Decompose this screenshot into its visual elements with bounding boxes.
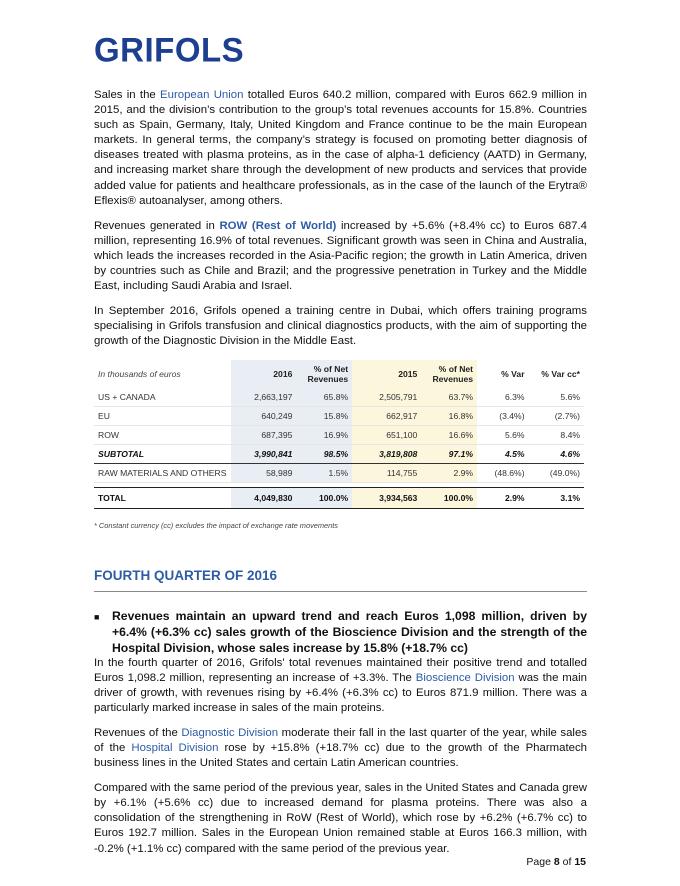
text: Revenues generated in <box>94 219 220 232</box>
cell: ROW <box>94 425 231 444</box>
col-header-var-cc: % Var cc* <box>541 368 580 379</box>
cell: 4.6% <box>529 444 584 463</box>
cell: US + CANADA <box>94 388 231 407</box>
cell: 651,100 <box>352 425 421 444</box>
table-header-row <box>94 360 584 388</box>
cell: 3.1% <box>529 487 584 508</box>
text: Page <box>526 856 554 868</box>
paragraph-eu-sales <box>94 88 587 209</box>
col-header-2015: 2015 <box>352 360 421 388</box>
text: was the main driver of growth, with revenues rising by +6.4% (+6.3% cc) to Euros 871.9 million. There was a particularly marked increase in sales of the main proteins. <box>94 671 587 714</box>
cell: 98.5% <box>296 444 352 463</box>
cell: 4,049,830 <box>231 487 296 508</box>
cell: (48.6%) <box>477 463 529 482</box>
cell: 2,505,791 <box>352 388 421 407</box>
cell: 5.6% <box>529 388 584 407</box>
table-row <box>94 406 584 425</box>
paragraph-regional-q4: Compared with the same period of the previous year, sales in the United States and Canada grew by +6.1% (+5.6% cc) due to increased demand for plasma proteins. There was also a consolidation of the strengthening in RoW (Rest of World), which rose by +6.2% (+6.7% cc) to Euros 192.7 million. Sales in the European Union remained stable at Euros 166.3 million, with -0.2% (+1.1% cc) compared with the same period of the previous year. <box>94 782 587 855</box>
bullet-square-icon: ■ <box>94 611 100 622</box>
cell: 2.9% <box>477 487 529 508</box>
cell: 1.5% <box>296 463 352 482</box>
highlight-hospital-division: Hospital Division <box>131 741 219 754</box>
cell: 4.5% <box>477 444 529 463</box>
cell: 58,989 <box>231 463 296 482</box>
current-page: 8 <box>553 856 560 868</box>
cell: 65.8% <box>296 388 352 407</box>
highlight-european-union: European Union <box>160 89 244 101</box>
cell: 3,934,563 <box>352 487 421 508</box>
total-row <box>94 487 584 508</box>
paragraph-row-sales <box>94 219 587 294</box>
cell: 640,249 <box>231 406 296 425</box>
col-header-pct-2016: % of Net Revenues <box>296 360 352 388</box>
cell: 15.8% <box>296 406 352 425</box>
table-row <box>94 388 584 407</box>
paragraph-diagnostic-hospital <box>94 726 587 771</box>
cell: TOTAL <box>94 487 231 508</box>
table-footnote: * Constant currency (cc) excludes the impact of exchange rate movements <box>94 520 339 530</box>
subtotal-row <box>94 444 584 463</box>
text: rose by +15.8% (+18.7% cc) due to the growth of the Pharmatech business lines in the United States and certain Latin American countries. <box>94 741 587 770</box>
cell: 687,395 <box>231 425 296 444</box>
cell: EU <box>94 406 231 425</box>
cell: (49.0%) <box>529 463 584 482</box>
grifols-logo: GRIFOLS <box>94 30 245 69</box>
cell: 2,663,197 <box>231 388 296 407</box>
col-header-var: % Var <box>501 368 525 379</box>
text: totalled Euros 640.2 million, compared with Euros 662.9 million in 2015, and the division’s contribution to the group’s total revenues accounts for 15.8%. Countries such as Spain, Germany, Italy, United Kingdom and France continue to be the main European markets. In general terms, the company’s strategy is focused on promoting better diagnosis of diseases treated with plasma proteins, as in the case of alpha-1 deficiency (AATD) in Germany, and increasing market share through the development of new products and services that provide added value for patients and healthcare professionals, as in the case of the launch of the Erytra® Eflexis® autoanalyser, among others. <box>94 89 588 207</box>
cell: 97.1% <box>421 444 477 463</box>
highlight-bioscience-division: Bioscience Division <box>415 671 515 684</box>
cell: 114,755 <box>352 463 421 482</box>
bullet-text: Revenues maintain an upward trend and reach Euros 1,098 million, driven by +6.4% (+6.3% cc) sales growth of the Bioscience Division and the strength of the Hospital Division, whose sales increase by 15.8% (+18.7% cc) <box>112 608 587 655</box>
section-title: FOURTH QUARTER OF 2016 <box>94 568 587 592</box>
text: Revenues of the <box>94 726 182 739</box>
cell: (3.4%) <box>477 406 529 425</box>
cell: 2.9% <box>421 463 477 482</box>
cell: RAW MATERIALS AND OTHERS <box>94 463 231 482</box>
table-row <box>94 463 584 482</box>
cell: 16.9% <box>296 425 352 444</box>
text: In the fourth quarter of 2016, Grifols' total revenues maintained their positive trend and totalled Euros 1,098.2 million, representing an increase of +3.3%. The <box>94 656 587 684</box>
text: moderate their fall in the last quarter of the year, while sales of the <box>94 726 587 754</box>
text: Sales in the <box>94 89 161 101</box>
cell: 63.7% <box>421 388 477 407</box>
cell: SUBTOTAL <box>94 444 231 463</box>
highlight-row: ROW (Rest of World) <box>219 219 337 232</box>
col-header-units: In thousands of euros <box>98 368 181 379</box>
revenue-by-region-table <box>94 360 584 509</box>
total-pages: 15 <box>574 856 586 868</box>
cell: 662,917 <box>352 406 421 425</box>
document-body <box>94 88 587 867</box>
key-highlight-bullet <box>94 608 587 656</box>
col-header-2016: 2016 <box>231 360 296 388</box>
page-number <box>526 856 586 868</box>
paragraph-q4-revenues <box>94 656 587 716</box>
cell: 16.6% <box>421 425 477 444</box>
highlight-diagnostic-division: Diagnostic Division <box>181 726 279 739</box>
cell: 16.8% <box>421 406 477 425</box>
cell: 5.6% <box>477 425 529 444</box>
cell: 8.4% <box>529 425 584 444</box>
cell: 100.0% <box>421 487 477 508</box>
cell: 3,819,808 <box>352 444 421 463</box>
text: increased by +5.6% (+8.4% cc) to Euros 687.4 million, representing 16.9% of total revenues. Significant growth was seen in China and Australia, which leads the increases recorded in the Asia-Pacific region; the growth in Latin America, driven by countries such as Chile and Brazil; and the progressive penetration in Turkey and the Middle East, including Saudi Arabia and Israel. <box>94 219 587 293</box>
text: of <box>559 856 575 868</box>
cell: 3,990,841 <box>231 444 296 463</box>
cell: (2.7%) <box>529 406 584 425</box>
cell: 100.0% <box>296 487 352 508</box>
paragraph-dubai: In September 2016, Grifols opened a training centre in Dubai, which offers training programs specialising in Grifols transfusion and clinical diagnostics products, with the aim of supporting the growth of the Diagnostic Division in the Middle East. <box>94 305 587 348</box>
cell: 6.3% <box>477 388 529 407</box>
col-header-pct-2015: % of Net Revenues <box>421 360 477 388</box>
table-row <box>94 425 584 444</box>
